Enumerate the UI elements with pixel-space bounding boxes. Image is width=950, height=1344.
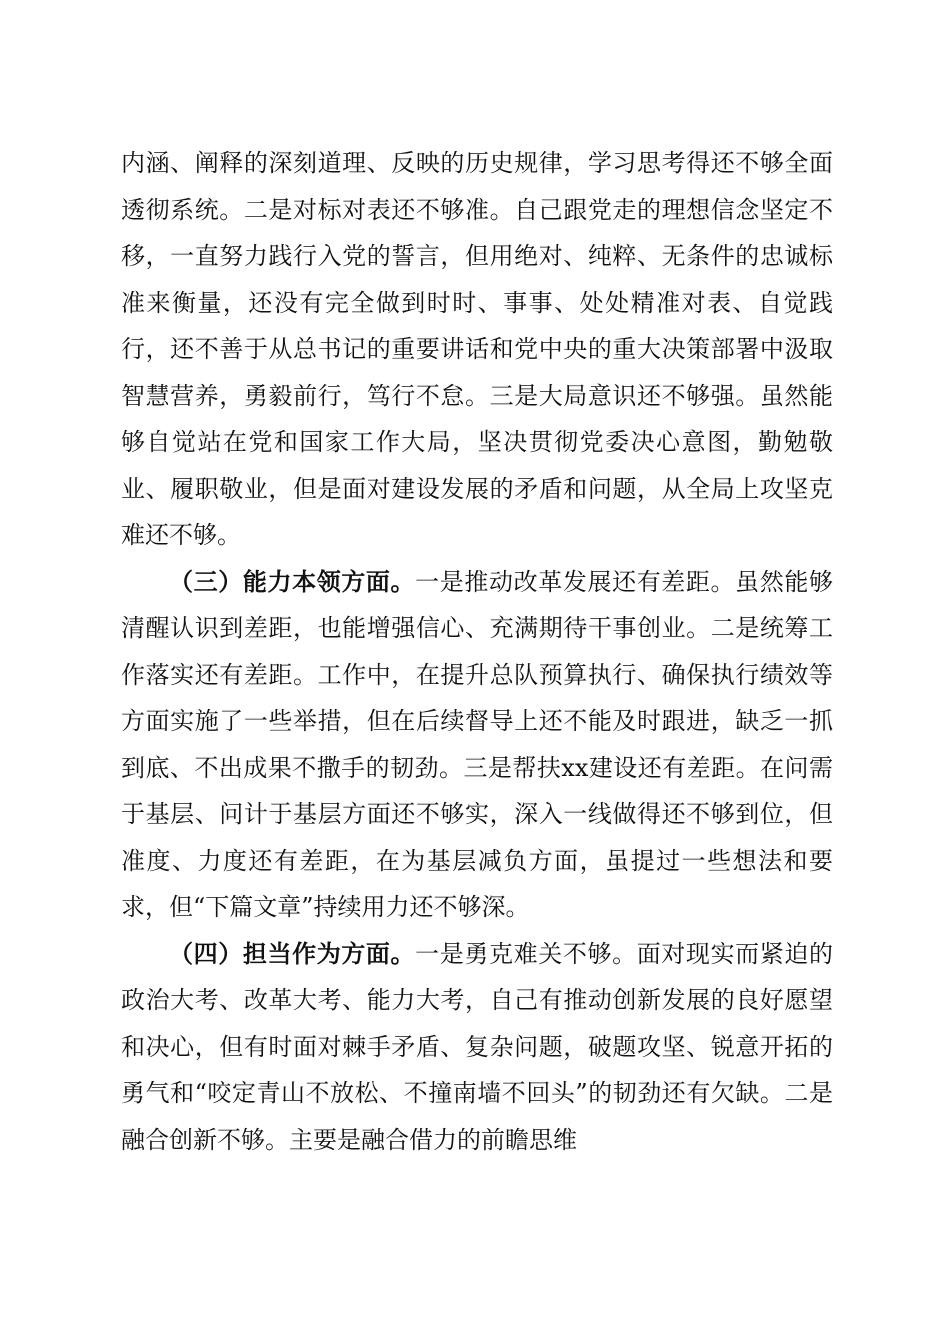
section-heading-ability: （三）能力本领方面。 [169, 566, 416, 596]
paragraph-body: 一是推动改革发展还有差距。虽然能够清醒认识到差距，也能增强信心、充满期待干事创业。二是统筹工作落实还有差距。工作中，在提升总队预算执行、确保执行绩效等方面实施了一些举措，但在后续督导上还不能及时跟进，缺乏一抓到底、不出成果不撒手的韧劲。三是帮扶xx建设还有差距。在问需于基层、问计于基层方面还不够实，深入一线做得还不够到位，但准度、力度还有差距，在为基层减负方面，虽提过一些想法和要求，但“下篇文章”持续用力还不够深。 [121, 567, 834, 921]
paragraph-responsibility [121, 931, 833, 1164]
paragraph-body: 一是勇克难关不够。面对现实而紧迫的政治大考、改革大考、能力大考，自己有推动创新发展的良好愿望和决心，但有时面对棘手矛盾、复杂问题，破题攻坚、锐意开拓的勇气和“咬定青山不放松、不撞南墙不回头”的韧劲还有欠缺。二是融合创新不够。主要是融合借力的前瞻思维 [121, 939, 834, 1154]
paragraph-ability [121, 559, 833, 931]
section-heading-responsibility: （四）担当作为方面。 [169, 938, 416, 968]
document-body [121, 140, 833, 1163]
paragraph-continuation [121, 140, 833, 559]
paragraph-body: 内涵、阐释的深刻道理、反映的历史规律，学习思考得还不够全面透彻系统。二是对标对表还不够准。自己跟党走的理想信念坚定不移，一直努力践行入党的誓言，但用绝对、纯粹、无条件的忠诚标准来衡量，还没有完全做到时时、事事、处处精准对表、自觉践行，还不善于从总书记的重要讲话和党中央的重大决策部署中汲取智慧营养，勇毅前行，笃行不怠。三是大局意识还不够强。虽然能够自觉站在党和国家工作大局，坚决贯彻党委决心意图，勤勉敬业、履职敬业，但是面对建设发展的矛盾和问题，从全局上攻坚克难还不够。 [121, 149, 833, 549]
